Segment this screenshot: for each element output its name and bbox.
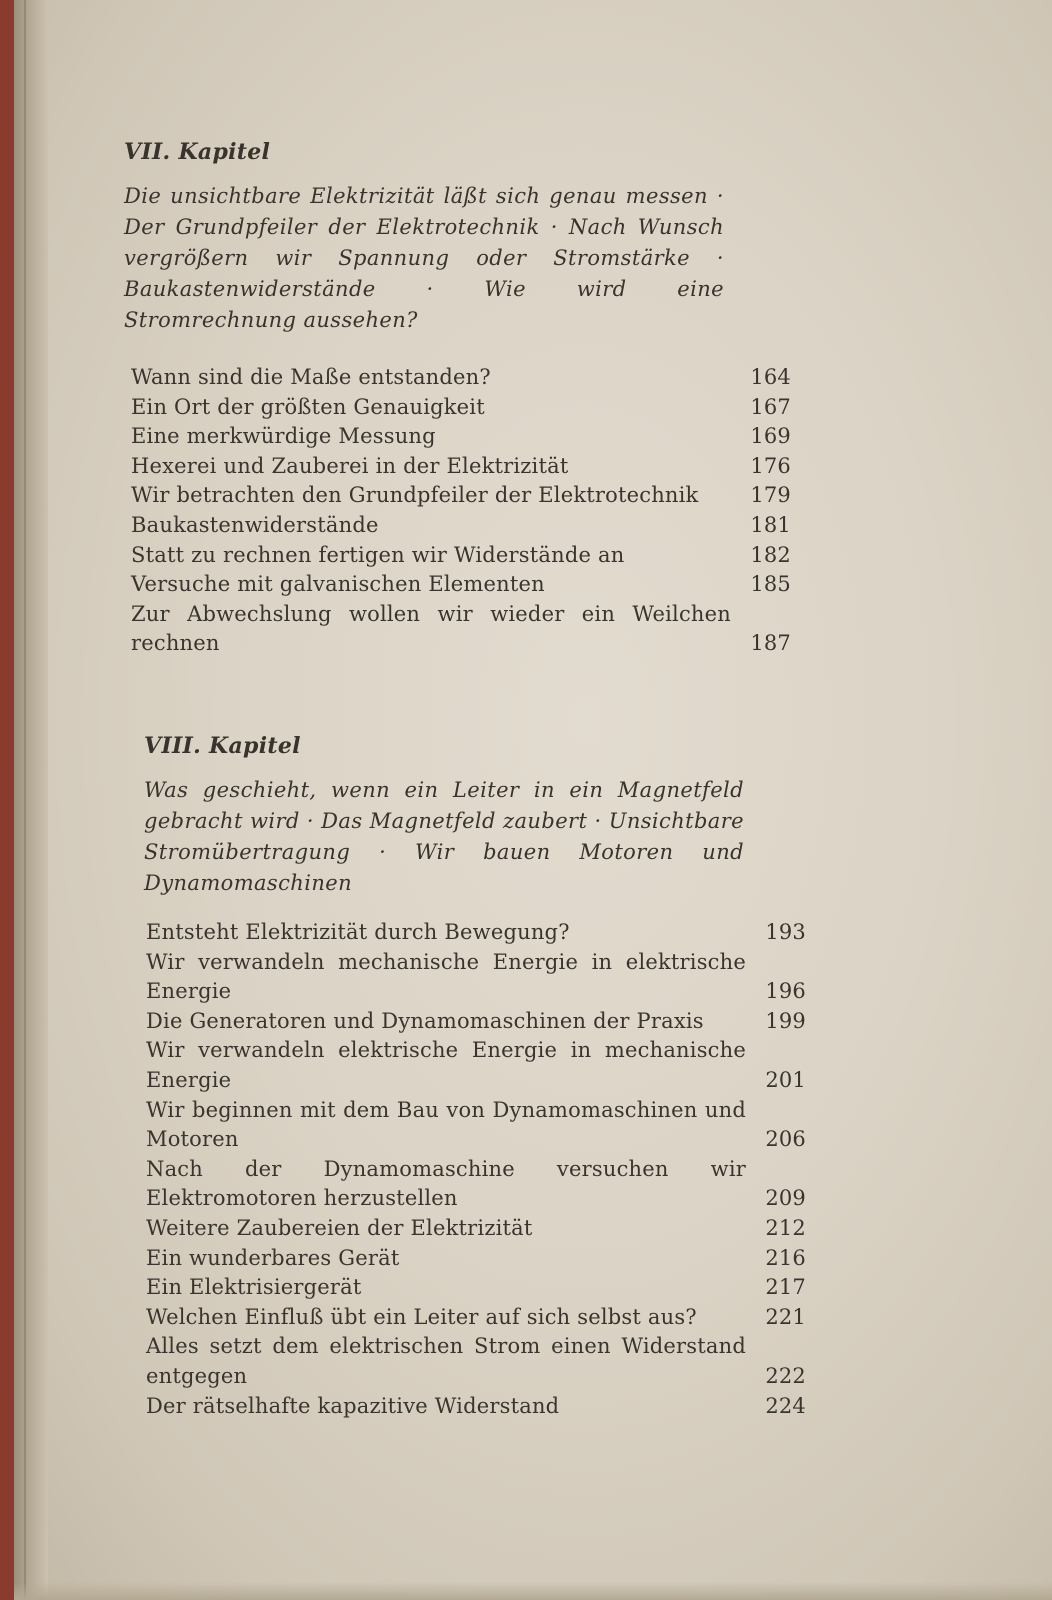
toc-entry bbox=[146, 1096, 806, 1155]
toc-entry-page: 217 bbox=[765, 1275, 806, 1300]
toc-entry-page: 224 bbox=[765, 1393, 806, 1418]
toc-entry bbox=[131, 511, 791, 541]
toc-entry-title: Wir verwandeln elektrische Energie in mechanische Energie bbox=[146, 1038, 746, 1092]
toc-entry-title: Wir verwandeln mechanische Energie in elektrische Energie bbox=[146, 949, 746, 1004]
toc-entry-page: 199 bbox=[765, 1008, 806, 1033]
toc-entry-title: Die Generatoren und Dynamomaschinen der Praxis bbox=[146, 1008, 704, 1033]
toc-entry bbox=[146, 1155, 806, 1214]
toc-entry bbox=[146, 1273, 806, 1303]
toc-entry bbox=[131, 481, 791, 511]
toc-entry-title: Ein Elektrisiergerät bbox=[146, 1275, 362, 1300]
toc-entry-page: 201 bbox=[765, 1067, 806, 1092]
toc-entry-title: Baukastenwiderstände bbox=[131, 512, 379, 537]
chapter-7-header bbox=[124, 137, 724, 336]
book-page bbox=[14, 0, 1052, 1600]
toc-entry-page: 169 bbox=[750, 424, 791, 449]
toc-entry-title: Zur Abwechslung wollen wir wieder ein Weilchen rechnen bbox=[131, 601, 731, 656]
chapter-8-summary: Was geschieht, wenn ein Leiter in ein Magnetfeld gebracht wird · Das Magnetfeld zaubert · Unsichtbare Stromübertragung · Wir bauen Motoren und Dynamomaschinen bbox=[144, 778, 744, 895]
toc-entry bbox=[131, 393, 791, 423]
toc-entry bbox=[146, 1332, 806, 1391]
toc-entry bbox=[131, 600, 791, 659]
chapter-7-title: VII. Kapitel bbox=[124, 139, 271, 165]
toc-entry-title: Wir beginnen mit dem Bau von Dynamomaschinen und Motoren bbox=[146, 1097, 746, 1152]
toc-entry-page: 216 bbox=[765, 1245, 806, 1270]
toc-entry bbox=[146, 1036, 806, 1095]
toc-entry bbox=[146, 1244, 806, 1274]
toc-entry bbox=[146, 948, 806, 1007]
toc-entry bbox=[146, 1392, 806, 1422]
toc-entry-page: 164 bbox=[750, 365, 791, 389]
toc-entry-title: Eine merkwürdige Messung bbox=[131, 424, 436, 449]
toc-entry bbox=[131, 422, 791, 452]
toc-entry-title: Wir betrachten den Grundpfeiler der Elektrotechnik bbox=[131, 483, 699, 508]
page-bottom-edge bbox=[14, 1582, 1052, 1600]
toc-entry-page: 185 bbox=[750, 572, 791, 597]
toc-entry-page: 167 bbox=[750, 394, 791, 419]
toc-entry bbox=[146, 918, 806, 948]
toc-entry-title: Wann sind die Maße entstanden? bbox=[131, 365, 491, 389]
toc-entry-page: 193 bbox=[765, 920, 806, 944]
toc-entry-title: Nach der Dynamomaschine versuchen wir Elektromotoren herzustellen bbox=[146, 1156, 746, 1211]
chapter-7-toc bbox=[131, 363, 791, 659]
toc-entry bbox=[131, 452, 791, 482]
toc-entry-page: 196 bbox=[765, 979, 806, 1004]
toc-entry-title: Ein Ort der größten Genauigkeit bbox=[131, 394, 485, 419]
page-spine-shadow bbox=[14, 0, 48, 1600]
toc-entry bbox=[146, 1007, 806, 1037]
toc-entry-title: Ein wunderbares Gerät bbox=[146, 1245, 400, 1270]
toc-entry-title: Versuche mit galvanischen Elementen bbox=[131, 572, 545, 597]
toc-entry-page: 222 bbox=[765, 1363, 806, 1388]
toc-entry-page: 209 bbox=[765, 1186, 806, 1211]
toc-entry-title: Statt zu rechnen fertigen wir Widerstände an bbox=[131, 542, 625, 567]
chapter-8-header bbox=[144, 731, 744, 899]
toc-entry bbox=[131, 363, 791, 393]
toc-entry-page: 179 bbox=[750, 483, 791, 508]
toc-entry-title: Welchen Einfluß übt ein Leiter auf sich selbst aus? bbox=[146, 1304, 697, 1329]
spine-fold-line bbox=[24, 0, 26, 1600]
toc-entry bbox=[131, 541, 791, 571]
toc-entry-title: Hexerei und Zauberei in der Elektrizität bbox=[131, 453, 569, 478]
toc-entry-page: 182 bbox=[750, 542, 791, 567]
toc-entry bbox=[146, 1303, 806, 1333]
toc-entry-page: 181 bbox=[750, 512, 791, 537]
toc-entry-page: 176 bbox=[750, 453, 791, 478]
toc-entry-page: 187 bbox=[750, 631, 791, 656]
toc-entry-page: 221 bbox=[765, 1304, 806, 1329]
chapter-8-toc bbox=[146, 918, 806, 1421]
chapter-8-title: VIII. Kapitel bbox=[144, 733, 301, 759]
toc-entry-title: Weitere Zaubereien der Elektrizität bbox=[146, 1215, 533, 1240]
toc-entry bbox=[146, 1214, 806, 1244]
chapter-7-summary: Die unsichtbare Elektrizität läßt sich genau messen · Der Grundpfeiler der Elektrotechnik · Nach Wunsch vergrößern wir Spannung oder Stromstärke · Baukastenwiderstände · Wie wird eine Stromrechnung aussehen? bbox=[124, 184, 724, 332]
toc-entry-page: 206 bbox=[765, 1127, 806, 1152]
toc-entry-title: Der rätselhafte kapazitive Widerstand bbox=[146, 1393, 560, 1418]
toc-entry bbox=[131, 570, 791, 600]
toc-entry-page: 212 bbox=[765, 1215, 806, 1240]
toc-entry-title: Alles setzt dem elektrischen Strom einen Widerstand entgegen bbox=[146, 1334, 746, 1388]
toc-entry-title: Entsteht Elektrizität durch Bewegung? bbox=[146, 920, 570, 944]
